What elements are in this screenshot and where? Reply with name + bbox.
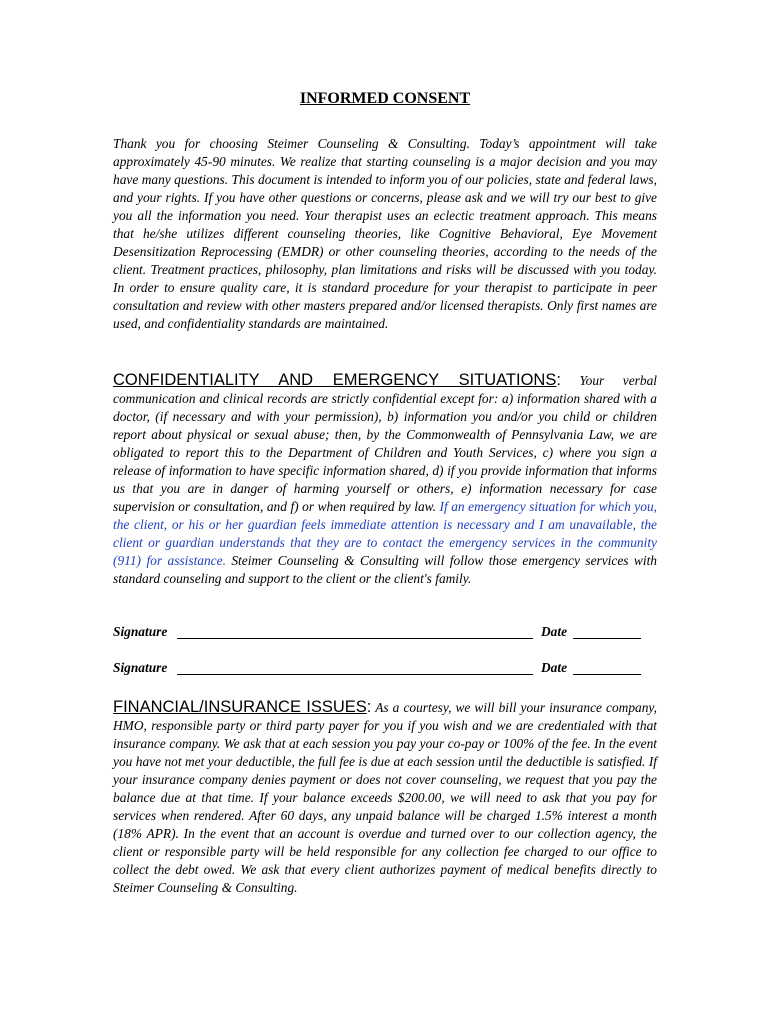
confidentiality-heading: CONFIDENTIALITY AND EMERGENCY SITUATIONS bbox=[113, 371, 557, 389]
emergency-text: If an emergency situation for which you, the client, or his or her guardian feels immediate attention is necessary and I am unavailable, the client or guardian understands that they are to contact the emergency services in the community (911) for assistance. bbox=[113, 499, 657, 568]
date-label: Date bbox=[541, 660, 568, 675]
financial-heading-colon: : bbox=[366, 698, 372, 716]
intro-paragraph: Thank you for choosing Steimer Counseling & Consulting. Today’s appointment will take approximately 45-90 minutes. We realize that starting counseling is a major decision and you may have many questions. This document is intended to inform you of our policies, state and federal laws, and your rights. If you have other questions or concerns, please ask and we will try our best to give you all the information you need. Your therapist uses an eclectic treatment approach. This means that he/she utilizes different counseling theories, like Cognitive Behavioral, Eye Movement Desensitization Reprocessing (EMDR) or other counseling theories, according to the needs of the client. Treatment practices, philosophy, plan limitations and risks will be discussed with you today. In order to ensure quality care, it is standard procedure for your therapist to participate in peer consultation and review with other masters prepared and/or licensed therapists. Only first names are used, and confidentiality standards are maintained. bbox=[113, 136, 657, 331]
financial-text: As a courtesy, we will bill your insurance company, HMO, responsible party or third party payer for you if you wish and we are credentialed with that insurance company. We ask that at each session you pay your co-pay or 100% of the fee. In the event you have not met your deductible, the full fee is due at each session until the deductible is satisfied. If your insurance company denies payment or does not cover counseling, we request that you pay the balance due at that time. If your balance exceeds $200.00, we will need to ask that you pay for services when rendered. After 60 days, any unpaid balance will be charged 1.5% interest a month (18% APR). In the event that an account is overdue and turned over to our collection agency, the client or responsible party will be held responsible for any collection fee charged to our office to collect the debt owed. We ask that every client authorizes payment of medical benefits directly to Steimer Counseling & Consulting. bbox=[113, 700, 657, 895]
date-line[interactable] bbox=[573, 674, 641, 675]
document-title: INFORMED CONSENT bbox=[299, 90, 471, 107]
confidentiality-paragraph bbox=[113, 371, 657, 588]
signature-row-1 bbox=[113, 622, 657, 642]
signature-row-2 bbox=[113, 658, 657, 678]
date-label: Date bbox=[541, 624, 568, 639]
confidentiality-heading-colon: : bbox=[556, 371, 561, 389]
financial-heading: FINANCIAL/INSURANCE ISSUES bbox=[113, 698, 367, 716]
signature-line[interactable] bbox=[177, 674, 533, 675]
confidentiality-text: Your verbal communication and clinical records are strictly confidential except for: a) information shared with a doctor, (if necessary and with your permission), b) information you and/or you child or children report about physical or sexual abuse; then, by the Commonwealth of Pennsylvania Law, we are obligated to report this to the Department of Children and Youth Services, c) where you sign a release of information to have specific information shared, d) if you provide information that informs us that you are in danger of harming yourself or others, e) information necessary for case supervision or consultation, and f) or when required by law. bbox=[113, 373, 657, 514]
date-line[interactable] bbox=[573, 638, 641, 639]
signature-line[interactable] bbox=[177, 638, 533, 639]
financial-paragraph bbox=[113, 698, 657, 897]
confidentiality-followup-text: Steimer Counseling & Consulting will follow those emergency services with standard counseling and support to the client or the client's family. bbox=[113, 553, 657, 586]
signature-label: Signature bbox=[113, 624, 168, 639]
signature-label: Signature bbox=[113, 660, 168, 675]
